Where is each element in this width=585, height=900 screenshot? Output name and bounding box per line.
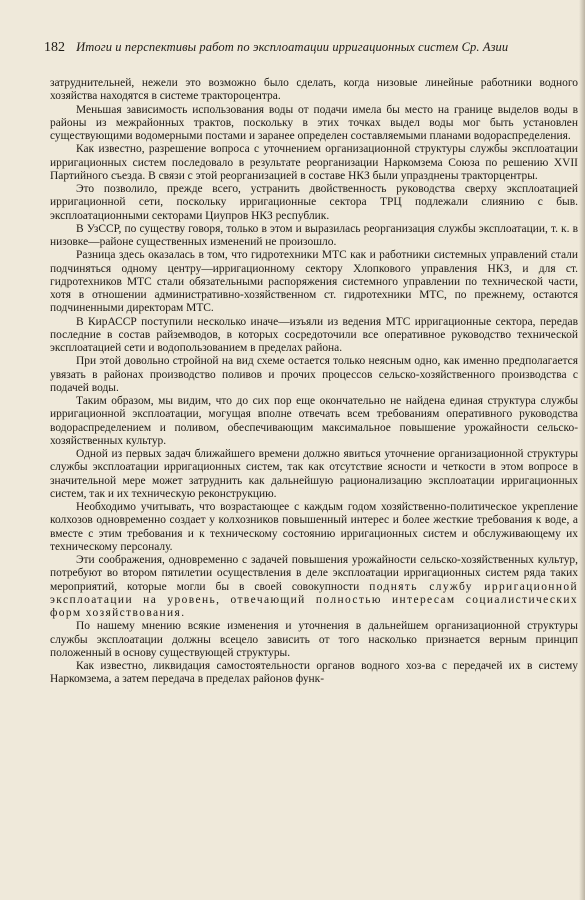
paragraph: Необходимо учитывать, что возрастающее с каждым годом хозяйственно-политическое укрепление колхозов одновременно создает у колхозников повышенный интерес и более жесткие требования к воде, а вместе с этим требования и к техническому состоянию ирригационных систем и обслуживающему их техническому персоналу.: [50, 501, 578, 553]
paragraph: Как известно, ликвидация самостоятельности органов водного хоз-ва с передачей их в систему Наркомзема, а затем передача в пределах районов функ-: [50, 660, 578, 686]
paragraph: Разница здесь оказалась в том, что гидротехники МТС как и работники системных управлений стали подчиняться одному центру—ирригационному сектору Хлопкового управления НКЗ, и для ст. гидротехников МТС стали обязательными распоряжения системного управлении по технической части, хотя в отношении административно-хозяйственном ст. гидротехники МТС, по прежнему, остаются подчиненными директорам МТС.: [50, 249, 578, 315]
spaced-emphasis: поднять службу ирригационной эксплоатации на уровень, отвечающий полностью интересам социалистических форм хозяйствования.: [50, 580, 578, 619]
paragraph: В КирАССР поступили несколько иначе—изъяли из ведения МТС ирригационные сектора, передав последние в состав райземводов, в которых сосредоточили все оперативное руководство технической эксплоатацией сети и водопользованием в пределах района.: [50, 315, 578, 354]
page-edge-shadow: [579, 0, 585, 900]
paragraph: Это позволило, прежде всего, устранить двойственность руководства сверху эксплоатацией ирригационной сети, поскольку ирригационные сектора ТРЦ подлежали слиянию с быв. эксплоатационными секторами Циупров НКЗ республик.: [50, 183, 578, 222]
paragraph: затруднительней, нежели это возможно было сделать, когда низовые линейные работники водного хозяйства находятся в системе трактороцентра.: [50, 77, 578, 103]
paragraph: В УзССР, по существу говоря, только в этом и выразилась реорганизация службы эксплоатации, т. к. в низовке—районе существенных изменений не произошло.: [50, 222, 578, 248]
paragraph: Меньшая зависимость использования воды от подачи имела бы место на границе выделов воды в районы из межрайонных трактов, поскольку в этих точках выдел воды мог быть установлен существующими водомерными постами и заранее определен составляемыми планами водораспределения.: [50, 103, 578, 142]
paragraph: По нашему мнению всякие изменения и уточнения в дальнейшем организационной структуры службы эксплоатации должны всецело зависить от того насколько признается верным принцип положенный в основу существующей структуры.: [50, 620, 578, 659]
running-title: Итоги и перспективы работ по эксплоатации ирригационных систем Ср. Азии: [76, 40, 509, 54]
page-header: [44, 40, 577, 58]
paragraph: Как известно, разрешение вопроса с уточнением организационной структуры службы эксплоатации ирригационных систем последовало в результате реорганизации Наркомзема Союза по решению XVII Партийного съезда. В связи с этой реорганизацией в составе НКЗ были упразднены тракторцентры.: [50, 143, 578, 182]
page-number: 182: [44, 40, 65, 55]
paragraph: Таким образом, мы видим, что до сих пор еще окончательно не найдена единая структура службы ирригационной эксплоатации, могущая вполне отвечать всем требованиям оперативного руководства водораспределением и поливом, обеспечивающим максимальное повышение урожайности сельско-хозяйственных культур.: [50, 395, 578, 447]
body-text: [50, 77, 578, 687]
paragraph: Одной из первых задач ближайшего времени должно явиться уточнение организационной структуры службы эксплоатации ирригационных систем, так как отсутствие ясности и четкости в этом вопросе в значительной мере может затруднить как дальнейшую рационализацию эксплоатации ирригационных систем, так и их техническую реконструкцию.: [50, 448, 578, 500]
paragraph: Эти соображения, одновременно с задачей повышения урожайности сельско-хозяйственных культур, потребуют во втором пятилетии осуществления в деле эксплоатации ирригационных систем ряда таких мероприятий, которые могли бы в своей совокупности поднять службу ирригационной эксплоатации на уровень, отвечающий полностью интересам социалистических форм хозяйствования.: [50, 554, 578, 619]
paragraph: При этой довольно стройной на вид схеме остается только неясным одно, как именно предполагается увязать в районах производство поливов и прочих процессов сельско-хозяйственного производства с подачей воды.: [50, 355, 578, 394]
